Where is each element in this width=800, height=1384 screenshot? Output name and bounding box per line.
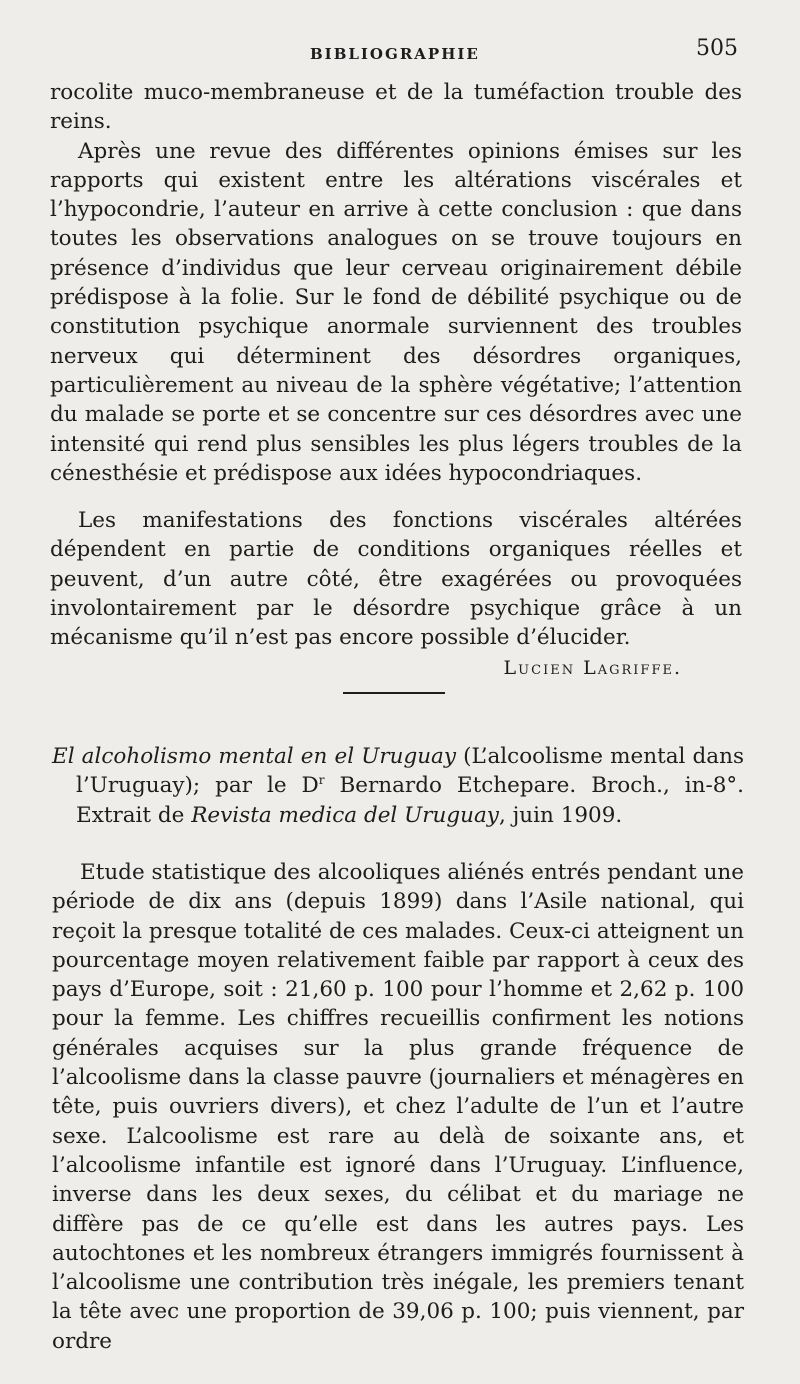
doctor-abbrev-sup: r (318, 773, 325, 788)
entry-citation (52, 742, 744, 830)
bibliographic-entry (52, 742, 744, 830)
paragraph: Les manifestations des fonctions viscérales altérées dépendent en partie de conditions organiques réelles et peuvent, d’un autre côté, être exagérées ou provoquées involontairement par le désordre psychique grâce à un mécanisme qu’il n’est pas encore possible d’élucider. (50, 508, 742, 651)
page-number: 505 (696, 36, 738, 61)
review-conclusion (50, 506, 742, 652)
reviewer-signature: Lucien Lagriffe. (503, 657, 682, 679)
paragraph: Après une revue des différentes opinions émises sur les rapports qui existent entre les altérations viscérales et l’hypocondrie, l’auteur en arrive à cette conclusion : que dans toutes les observations analogues on se trouve toujours en présence d’individus que leur cerveau originairement débile prédispose à la folie. Sur le fond de débilité psychique ou de constitution psychique anormale surviennent des troubles nerveux qui déterminent des désordres organiques, particulièrement au niveau de la sphère végétative; l’attention du malade se porte et se concentre sur ces désordres avec une intensité qui rend plus sensibles les plus légers troubles de la cénesthésie et prédispose aux idées hypocondriaques. (50, 138, 742, 486)
running-head: BIBLIOGRAPHIE (310, 45, 480, 63)
paragraph-continued: rocolite muco-membraneuse et de la tuméfaction trouble des reins. (50, 80, 742, 135)
publication-date: , juin 1909. (498, 802, 623, 828)
page-header (0, 36, 800, 66)
section-divider (343, 692, 445, 694)
work-translation: (L’alcoolisme mental dans l’Uruguay); par le D (76, 744, 744, 799)
review-body (52, 858, 744, 1356)
work-title: El alcoholismo mental en el Uruguay (52, 744, 457, 769)
author-and-format: Bernardo Etchepare. Broch., in-8°. Extrait de (76, 773, 744, 828)
review-continuation (50, 78, 742, 488)
paragraph: Etude statistique des alcooliques aliénés entrés pendant une période de dix ans (depuis 1899) dans l’Asile national, qui reçoit la presque totalité de ces malades. Ceux-ci atteignent un pourcentage moyen relativement faible par rapport à ceux des pays d’Europe, soit : 21,60 p. 100 pour l’homme et 2,62 p. 100 pour la femme. Les chiffres recueillis confirment les notions générales acquises sur la plus grande fréquence de l’alcoolisme dans la classe pauvre (journaliers et ménagères en tête, puis ouvriers divers), et chez l’adulte de l’un et l’autre sexe. L’alcoolisme est rare au delà de soixante ans, et l’alcoolisme infantile est ignoré dans l’Uruguay. L’influence, inverse dans les deux sexes, du célibat et du mariage ne diffère pas de ce qu’elle est dans les autres pays. Les autochtones et les nombreux étrangers immigrés fournissent à l’alcoolisme une contribution très inégale, les premiers tenant la tête avec une proportion de 39,06 p. 100; puis viennent, par ordre (52, 860, 744, 1354)
journal-title: Revista medica del Uruguay (191, 802, 499, 828)
